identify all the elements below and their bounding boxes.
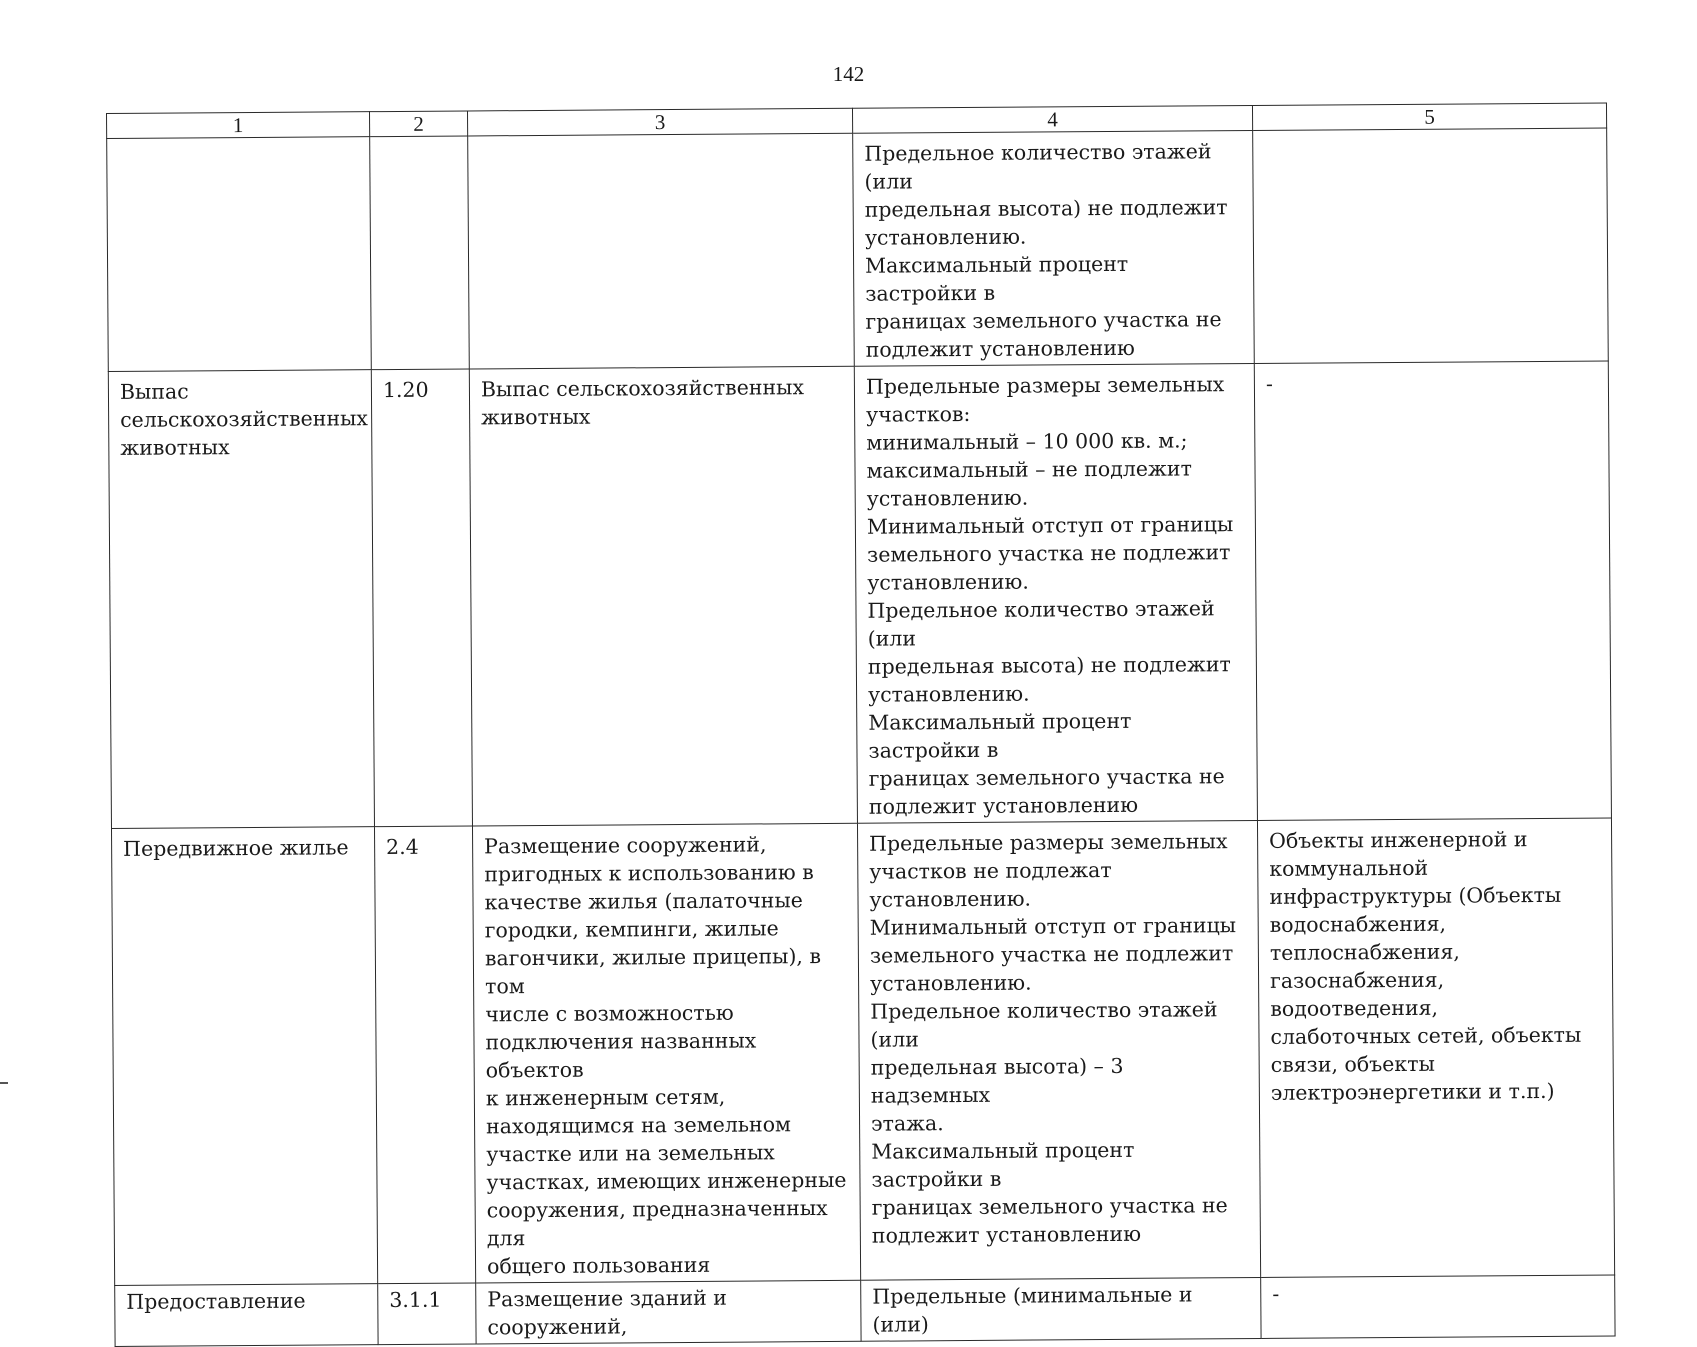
use-description-cell: Размещение сооружений, пригодных к использованию в качестве жилья (палаточные городки, кемпинги, жилые вагончики, жилые прицепы), в том числе с возможностью подключения названных объектов к инженерным сетям, находящимся на земельном участке или на земельных участках, имеющих инженерные сооружения, предназначенных для общего пользования <box>472 823 860 1283</box>
restrictions-cell <box>1253 128 1609 363</box>
use-description-cell: Размещение зданий и сооружений, <box>476 1280 861 1344</box>
parameters-cell: Предельное количество этажей (или предельная высота) не подлежит установлению. Максимальный процент застройки в границах земельного участка не подлежит установлению <box>853 130 1255 366</box>
table-row <box>107 128 1609 371</box>
use-name-cell: Предоставление <box>115 1284 378 1347</box>
use-code-cell: 3.1.1 <box>378 1283 476 1345</box>
table-row <box>111 818 1614 1285</box>
use-code-cell: 1.20 <box>371 369 472 827</box>
table-row <box>115 1275 1615 1346</box>
parameters-cell: Предельные (минимальные и (или) <box>861 1277 1261 1341</box>
use-name-cell: Выпас сельскохозяйственных животных <box>108 370 374 829</box>
parameters-cell: Предельные размеры земельных участков не подлежат установлению. Минимальный отступ от границы земельного участка не подлежит установлению. Предельное количество этажей (или предельная высота) – 3 надземных этажа. Максимальный процент застройки в границах земельного участка не подлежит установлению <box>857 820 1260 1280</box>
column-header-1: 1 <box>107 112 370 139</box>
use-name-cell <box>107 137 372 372</box>
margin-mark <box>0 1082 8 1084</box>
column-header-2: 2 <box>369 111 467 137</box>
use-code-cell: 2.4 <box>374 826 475 1284</box>
use-description-cell: Выпас сельскохозяйственных животных <box>469 366 857 826</box>
page-number: 142 <box>832 62 865 86</box>
parameters-cell: Предельные размеры земельных участков: минимальный – 10 000 кв. м.; максимальный – не подлежит установлению. Минимальный отступ от границы земельного участка не подлежит установлению. Предельное количество этажей (или предельная высота) не подлежит установлению. Максимальный процент застройки в границах земельного участка не подлежит установлению <box>854 363 1257 823</box>
restrictions-cell: Объекты инженерной и коммунальной инфраструктуры (Объекты водоснабжения, теплоснабжения, газоснабжения, водоотведения, слаботочных сетей, объекты связи, объекты электроэнергетики и т.п.) <box>1257 818 1614 1277</box>
restrictions-cell: - <box>1254 361 1611 820</box>
table-row <box>108 361 1611 828</box>
use-name-cell: Передвижное жилье <box>111 827 377 1286</box>
regulations-table <box>106 103 1616 1347</box>
use-code-cell <box>370 136 470 370</box>
use-description-cell <box>468 133 855 369</box>
column-header-3: 3 <box>467 108 852 136</box>
column-header-5: 5 <box>1252 103 1606 130</box>
restrictions-cell: - <box>1261 1275 1615 1338</box>
column-header-4: 4 <box>852 105 1252 133</box>
